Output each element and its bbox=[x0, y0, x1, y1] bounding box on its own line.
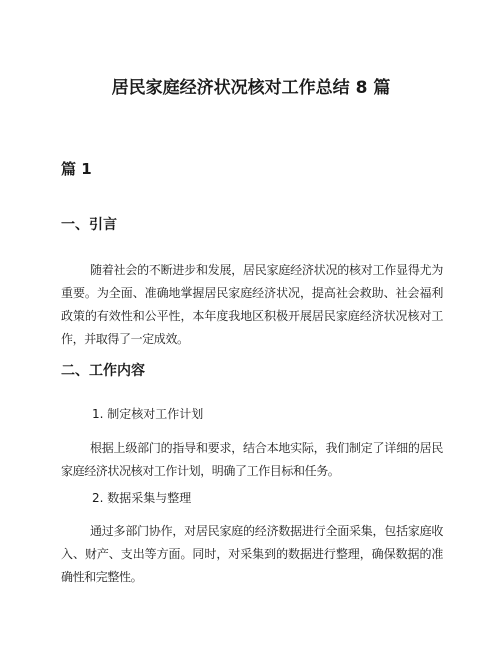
plan-paragraph: 根据上级部门的指导和要求，结合本地实际，我们制定了详细的居民家庭经济状况核对工作计划，明确了工作目标和任务。 bbox=[61, 441, 443, 478]
introduction-paragraph: 随着社会的不断进步和发展，居民家庭经济状况的核对工作显得尤为重要。为全面、准确地掌握居民家庭经济状况，提高社会救助、社会福利政策的有效性和公平性，本年度我地区积极开展居民家庭经济状况核对工作，并取得了一定成效。 bbox=[61, 263, 443, 346]
list-item-data-collection-label: 2. 数据采集与整理 bbox=[92, 491, 192, 505]
data-collection-paragraph: 通过多部门协作，对居民家庭的经济数据进行全面采集，包括家庭收入、财产、支出等方面。同时，对采集到的数据进行整理，确保数据的准确性和完整性。 bbox=[61, 524, 443, 584]
list-item-plan-label: 1. 制定核对工作计划 bbox=[92, 407, 204, 421]
section-heading-introduction: 一、引言 bbox=[61, 217, 117, 233]
part-heading: 篇 1 bbox=[61, 160, 92, 178]
section-heading-work-content: 二、工作内容 bbox=[61, 363, 145, 379]
document-title: 居民家庭经济状况核对工作总结 8 篇 bbox=[111, 78, 391, 98]
